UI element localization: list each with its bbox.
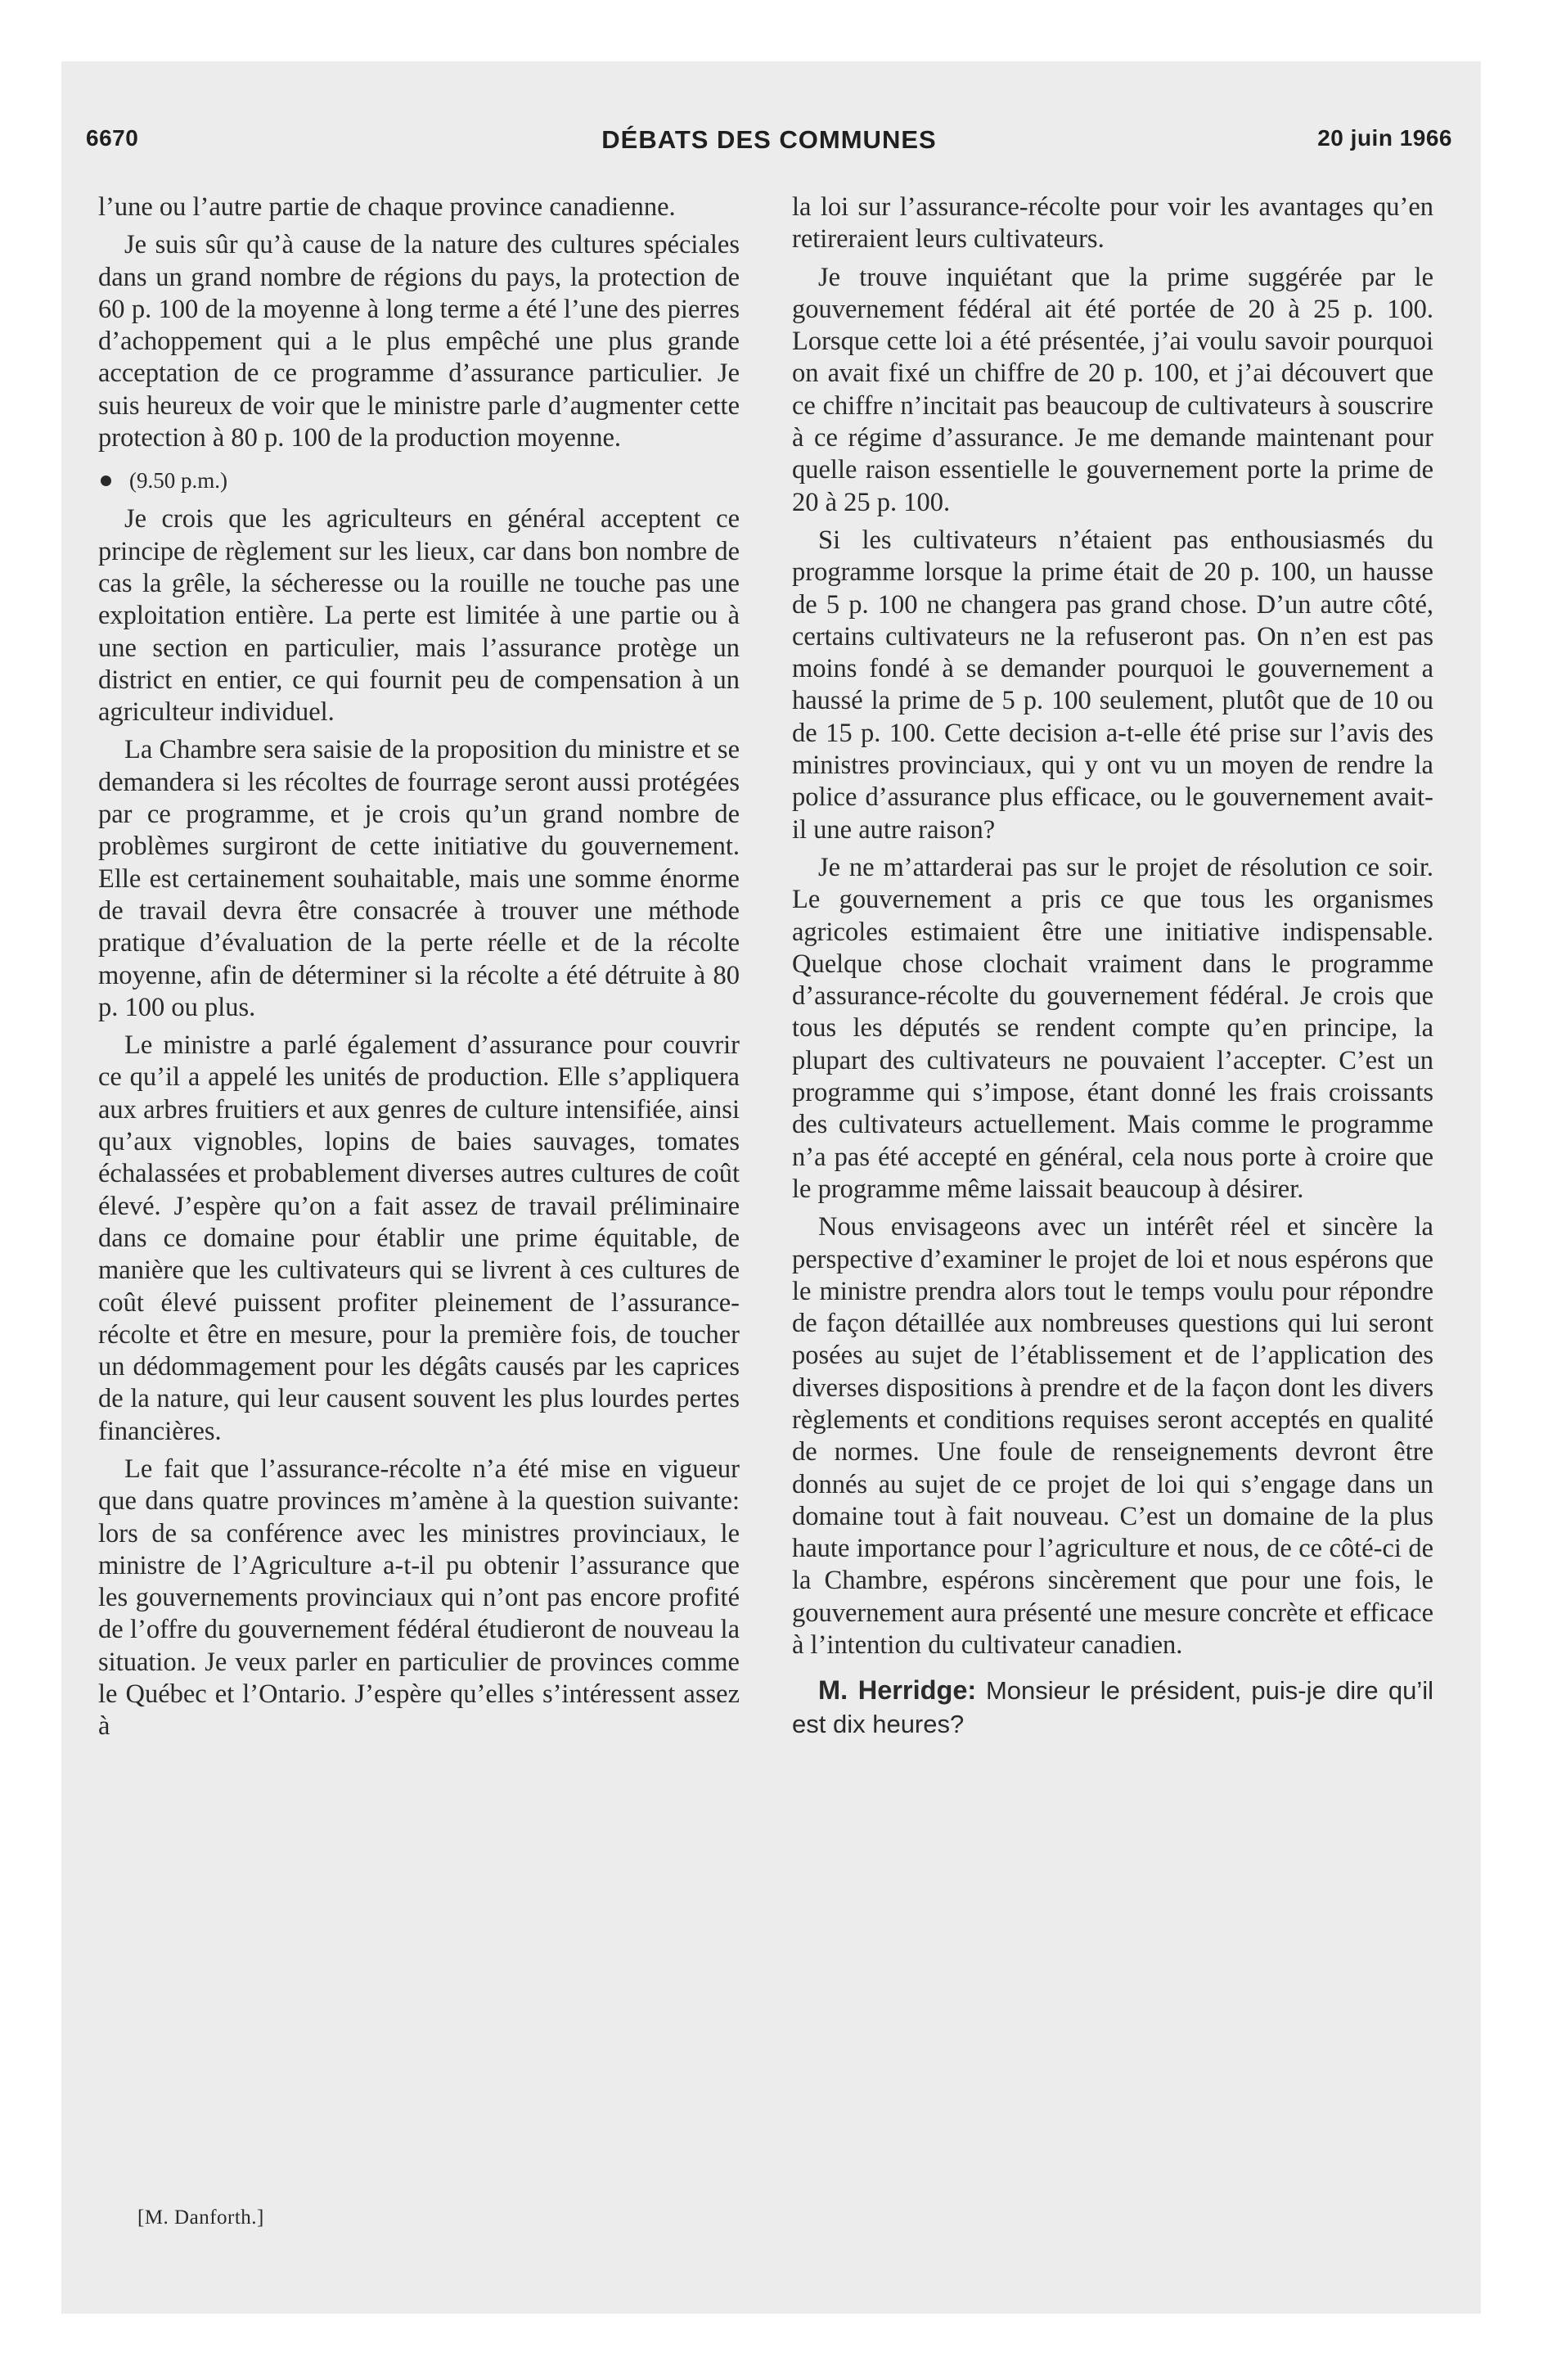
left-column [98,192,740,1749]
paragraph: Si les cultivateurs n’étaient pas enthousiasmés du programme lorsque la prime était de 20 p. 100, un hausse de 5 p. 100 ne changera pas grand chose. D’un autre côté, certains cultivateurs ne la refuseront pas. On n’en est pas moins fondé à se demander pourquoi le gouvernement a haussé la prime de 5 p. 100 seulement, plutôt que de 10 ou de 15 p. 100. Cette decision a-t-elle été prise sur l’avis des ministres provinciaux, qui y ont vu un moyen de rendre la police d’assurance plus efficace, ou le gouvernement avait-il une autre raison? [792,525,1433,845]
timestamp [98,466,740,495]
journal-title: DÉBATS DES COMMUNES [601,125,937,154]
speaker-paragraph [792,1675,1433,1741]
bullet-icon [101,476,111,486]
paragraph: Le fait que l’assurance-récolte n’a été mise en vigueur que dans quatre provinces m’amène à la question suivante: lors de sa conférence avec les ministres provinciaux, le ministre de l’Agriculture a-t-il pu obtenir l’assurance que les gouvernements provinciaux qui n’ont pas encore profité de l’offre du gouvernement fédéral étudieront de nouveau la situation. Je veux parler en particulier de provinces comme le Québec et l’Ontario. J’espère qu’elles s’intéressent assez à [98,1454,740,1742]
paragraph: Nous envisageons avec un intérêt réel et sincère la perspective d’examiner le projet de loi et nous espérons que le ministre prendra alors tout le temps voulu pour répondre de façon détaillée aux nombreuses questions qui lui seront posées au sujet de l’établissement et de l’application des diverses dispositions à prendre et de la façon dont les divers règlements et conditions requises seront acceptés en qualité de normes. Une foule de renseignements devront être donnés au sujet de ce projet de loi qui s’engage dans un domaine tout à fait nouveau. C’est un domaine de la plus haute importance pour l’agriculture et nous, de ce côté-ci de la Chambre, espérons sincèrement que pour une fois, le gouvernement aura présenté une mesure concrète et efficace à l’intention du cultivateur canadien. [792,1212,1433,1661]
page-header [86,125,1452,166]
paragraph: La Chambre sera saisie de la proposition du ministre et se demandera si les récoltes de fourrage seront aussi protégées par ce programme, et je crois qu’un grand nombre de problèmes surgiront de cette initiative du gouvernement. Elle est certainement souhaitable, mais une somme énorme de travail devra être consacrée à trouver une méthode pratique d’évaluation de la perte réelle et de la récolte moyenne, afin de déterminer si la récolte a été détruite à 80 p. 100 ou plus. [98,735,740,1022]
paragraph: la loi sur l’assurance-récolte pour voir les avantages qu’en retireraient leurs cultivateurs. [792,192,1433,255]
issue-date: 20 juin 1966 [1317,125,1452,151]
paragraph: Je ne m’attarderai pas sur le projet de résolution ce soir. Le gouvernement a pris ce que tous les organismes agricoles estimaient être une initiative indispensable. Quelque chose clochait vraiment dans le programme d’assurance-récolte du gouvernement fédéral. Je crois que tous les députés se rendent compte qu’en principe, la plupart des cultivateurs ne pouvaient l’accepter. C’est un programme qui s’impose, étant donné les frais croissants des cultivateurs actuellement. Mais comme le programme n’a pas été accepté en général, cela nous porte à croire que le programme même laissait beaucoup à désirer. [792,852,1433,1204]
paragraph: l’une ou l’autre partie de chaque province canadienne. [98,192,676,222]
speaker-name: M. Herridge: [818,1675,977,1706]
paragraph: Le ministre a parlé également d’assurance pour couvrir ce qu’il a appelé les unités de production. Elle s’appliquera aux arbres fruitiers et aux genres de culture intensifiée, ainsi qu’aux vignobles, lopins de baies sauvages, tomates échalassées et probablement diverses autres cultures de coût élevé. J’espère qu’on a fait assez de travail préliminaire dans ce domaine pour établir une prime équitable, de manière que les cultivateurs qui se livrent à ces cultures de coût élevé puissent profiter pleinement de l’assurance-récolte et être en mesure, pour la première fois, de toucher un dédommagement pour les dégâts causés par les caprices de la nature, qui leur causent souvent les plus lourdes pertes financières. [98,1030,740,1446]
paragraph: Je crois que les agriculteurs en général acceptent ce principe de règlement sur les lieux, car dans bon nombre de cas la grêle, la sécheresse ou la rouille ne touche pas une exploitation entière. La perte est limitée à une partie ou à une section en particulier, mais l’assurance protège un district en entier, ce qui fournit peu de compensation à un agriculteur individuel. [98,504,740,728]
paragraph: Je suis sûr qu’à cause de la nature des cultures spéciales dans un grand nombre de régions du pays, la protection de 60 p. 100 de la moyenne à long terme a été l’une des pierres d’achoppement qui a le plus empêché une plus grande acceptation de ce programme d’assurance particulier. Je suis heureux de voir que le ministre parle d’augmenter cette protection à 80 p. 100 de la production moyenne. [98,230,740,453]
right-column [792,192,1433,1747]
speaker-text: Monsieur le président, puis-je dire qu’il est dix heures? [792,1676,1434,1738]
paragraph: Je trouve inquiétant que la prime suggérée par le gouvernement fédéral ait été portée de 20 à 25 p. 100. Lorsque cette loi a été présentée, j’ai voulu savoir pourquoi on avait fixé un chiffre de 20 p. 100, et j’ai découvert que ce chiffre n’incitait pas beaucoup de cultivateurs à souscrire à ce régime d’assurance. Je me demande maintenant pour quelle raison essentielle le gouvernement porte la prime de 20 à 25 p. 100. [792,262,1433,517]
page-number: 6670 [86,125,139,151]
speaker-attribution: [M. Danforth.] [137,2206,264,2229]
timestamp-text: (9.50 p.m.) [129,468,227,494]
